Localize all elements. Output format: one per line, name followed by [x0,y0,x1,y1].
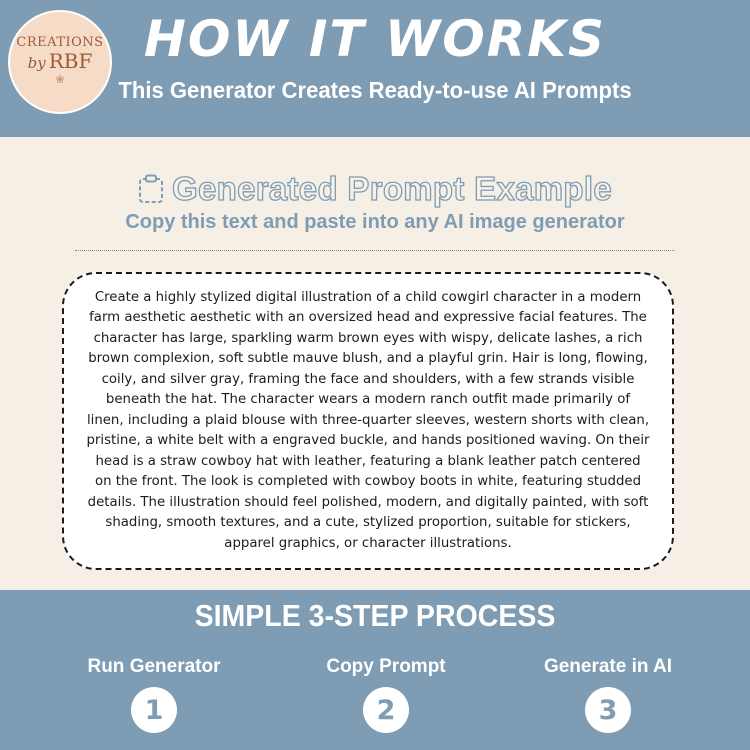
page-title: HOW IT WORKS [144,10,606,68]
step-number-badge: 2 [363,687,409,733]
step-copy-prompt [286,655,486,733]
step-number-badge: 1 [131,687,177,733]
section-divider [75,250,675,251]
step-run-generator [54,655,254,733]
logo-by-text: by [27,54,46,72]
logo-top-text: CREATIONS [16,35,104,50]
step-label: Copy Prompt [326,656,446,677]
step-label: Run Generator [87,656,221,677]
logo-brand-text: RBF [48,49,93,73]
example-subtitle: Copy this text and paste into any AI image generator [125,211,625,233]
step-number-badge: 3 [585,687,631,733]
example-title: Generated Prompt Example [171,170,612,207]
prompt-text[interactable]: Create a highly stylized digital illustration of a child cowgirl character in a modern farm aesthetic aesthetic with an oversized head and expressive facial features. The character has large, sparkling warm brown eyes with wispy, delicate lashes, a rich brown complexion, soft subtle mauve blush, and a playful grin. Hair is long, flowing, coily, and silver gray, framing the face and shoulders, with a few strands visible beneath the hat. The character wears a modern ranch outfit made primarily of linen, including a plaid blouse with three-quarter sleeves, western shorts with clean, pristine, a white belt with a engraved buckle, and hands positioned waving. On their head is a straw cowboy hat with leather, featuring a blank leather patch centered on the front. The look is completed with cowboy boots in white, featuring studded details. The illustration should feel polished, modern, and digitally painted, with soft shading, smooth textures, and a cute, stylized proportion, suitable for stickers, apparel graphics, or character illustrations. [86,289,650,551]
logo-bottom-text [28,50,93,74]
clipboard-icon [138,174,164,204]
header-band [0,0,750,137]
step-generate-in-ai [508,655,708,733]
prompt-example-box[interactable] [62,272,674,570]
page-subtitle: This Generator Creates Ready-to-use AI Prompts [118,77,632,103]
example-heading [0,170,750,208]
step-label: Generate in AI [543,656,673,677]
flower-icon: ❀ [55,74,65,86]
brand-logo [8,10,112,114]
process-title: SIMPLE 3-STEP PROCESS [194,598,556,633]
